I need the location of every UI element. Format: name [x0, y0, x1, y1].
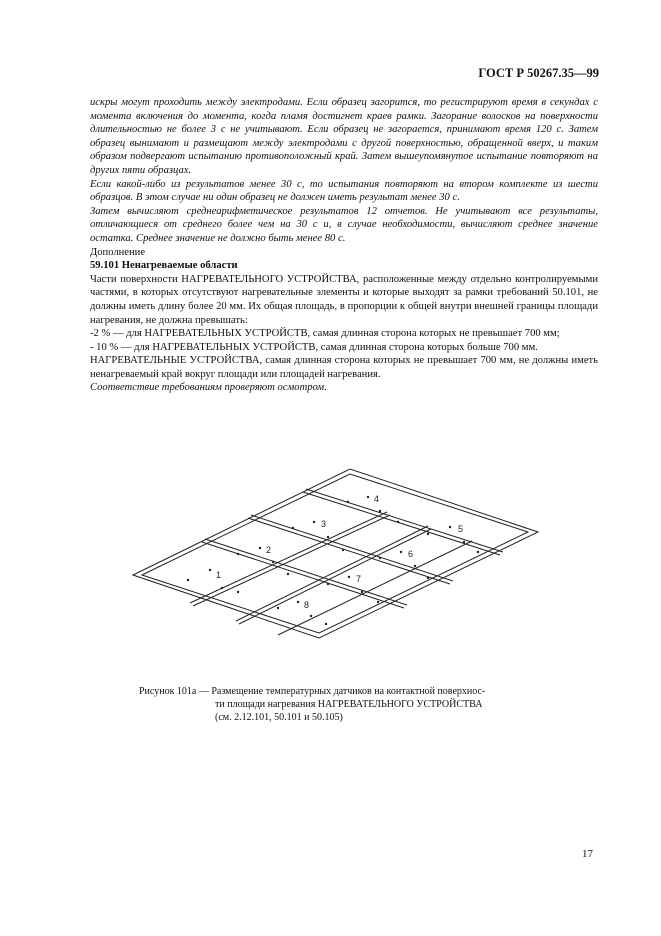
- sensor-dot: [400, 551, 402, 553]
- supplement-label: Дополнение: [90, 246, 146, 258]
- grid-line: [202, 542, 404, 608]
- paragraph-5: НАГРЕВАТЕЛЬНЫЕ УСТРОЙСТВА, самая длинная сторона которых не превышает 700 мм, не должны иметь ненагреваемый край вокруг площади или площадей нагревания.: [90, 355, 598, 380]
- sensor-dot: [327, 583, 329, 585]
- page-number: 17: [582, 848, 593, 860]
- section-heading: 59.101 Ненагреваемые области: [90, 260, 238, 272]
- body-text: [90, 96, 598, 395]
- paragraph-1: искры могут проходить между электродами. Если образец загорится, то регистрируют время в секундах с момента включения до момента, когда пламя достигнет краев рамки. Загорание волосков на поверхности длительностью не более 3 с не учитывают. Если образец не загорается, принимают время 120 с. Затем образец вынимают и размещают между электродами с другой поверхностью, обращенной вверх, и таким образом подвергают испытанию противоположный край. Затем вышеупомянутое испытание повторяют на других пяти образцах.: [90, 97, 598, 176]
- sensor-dot: [297, 601, 299, 603]
- sensor-dot: [277, 607, 279, 609]
- cell-label-5: 5: [458, 524, 464, 534]
- document-id: ГОСТ Р 50267.35—99: [478, 66, 599, 80]
- outer-frame: [133, 469, 538, 638]
- sensor-dot: [477, 551, 479, 553]
- sensor-layout-figure: [128, 462, 544, 652]
- sensor-dot: [221, 587, 223, 589]
- grid-line: [251, 515, 453, 581]
- figure-caption: [139, 686, 539, 724]
- sensor-dot: [327, 536, 329, 538]
- sensor-dot: [377, 601, 379, 603]
- sensor-dot: [187, 579, 189, 581]
- grid-line: [248, 518, 450, 584]
- list-item-2pct: -2 % — для НАГРЕВАТЕЛЬНЫХ УСТРОЙСТВ, самая длинная сторона которых не превышает 700 мм;: [90, 328, 560, 340]
- sensor-dot: [272, 561, 274, 563]
- caption-line-3: (см. 2.12.101, 50.101 и 50.105): [215, 711, 343, 723]
- sensor-dot: [342, 549, 344, 551]
- sensor-dot: [259, 547, 261, 549]
- cell-label-8: 8: [304, 600, 310, 610]
- sensor-dot: [310, 615, 312, 617]
- sensor-dot: [347, 501, 349, 503]
- paragraph-4: Части поверхности НАГРЕВАТЕЛЬНОГО УСТРОЙСТВА, расположенные между отдельно контролируемыми частями, в которых отсутствуют нагревательные элементы и которые выходят за рамки требований 50.101, не должны иметь длину более 20 мм. Их общая площадь, в пропорции к общей внутри внешней границы площади нагревания, не должна превышать:: [90, 273, 598, 326]
- sensor-dot: [397, 521, 399, 523]
- caption-line-1: Рисунок 101а — Размещение температурных датчиков на контактной поверхнос-: [139, 686, 486, 697]
- cell-label-2: 2: [266, 545, 272, 555]
- cell-label-7: 7: [356, 574, 362, 584]
- sensor-dot: [237, 591, 239, 593]
- sensor-dot: [361, 591, 363, 593]
- sensor-dot: [379, 557, 381, 559]
- sensor-dot: [209, 569, 211, 571]
- compliance-note: Соответствие требованиям проверяют осмотром.: [90, 382, 327, 394]
- sensor-dots: [187, 496, 479, 625]
- sensor-dot: [237, 553, 239, 555]
- sensor-dot: [463, 541, 465, 543]
- caption-line-2: ти площади нагревания НАГРЕВАТЕЛЬНОГО УСТРОЙСТВА: [215, 698, 483, 710]
- sensor-dot: [427, 577, 429, 579]
- sensor-dot: [292, 527, 294, 529]
- sensor-dot: [325, 623, 327, 625]
- sensor-dot: [427, 533, 429, 535]
- sensor-dot: [414, 565, 416, 567]
- sensor-dot: [379, 510, 381, 512]
- heating-surface-diagram: [128, 462, 544, 652]
- list-item-10pct: - 10 % — для НАГРЕВАТЕЛЬНЫХ УСТРОЙСТВ, самая длинная сторона которых больше 700 мм.: [90, 341, 538, 353]
- grid-line: [190, 512, 387, 603]
- paragraph-2: Если какой-либо из результатов менее 30 с, то испытания повторяют на втором комплекте из шести образцов. В этом случае ни один образец не должен иметь результат менее 30 с.: [90, 178, 598, 204]
- sensor-dot: [287, 573, 289, 575]
- cell-label-1: 1: [216, 570, 222, 580]
- sensor-dot: [348, 576, 350, 578]
- cell-label-6: 6: [408, 549, 414, 559]
- paragraph-3: Затем вычисляют среднеарифметическое результатов 12 отчетов. Не учитывают все результаты, отличающиеся от среднего более чем на 30 с и, в случае необходимости, вычисляют среднее значение остатка. Среднее значение не должно быть менее 80 с.: [90, 205, 598, 244]
- sensor-dot: [449, 526, 451, 528]
- sensor-dot: [367, 496, 369, 498]
- cell-label-3: 3: [321, 519, 327, 529]
- sensor-dot: [313, 521, 315, 523]
- cell-label-4: 4: [374, 494, 380, 504]
- grid-line: [239, 529, 431, 624]
